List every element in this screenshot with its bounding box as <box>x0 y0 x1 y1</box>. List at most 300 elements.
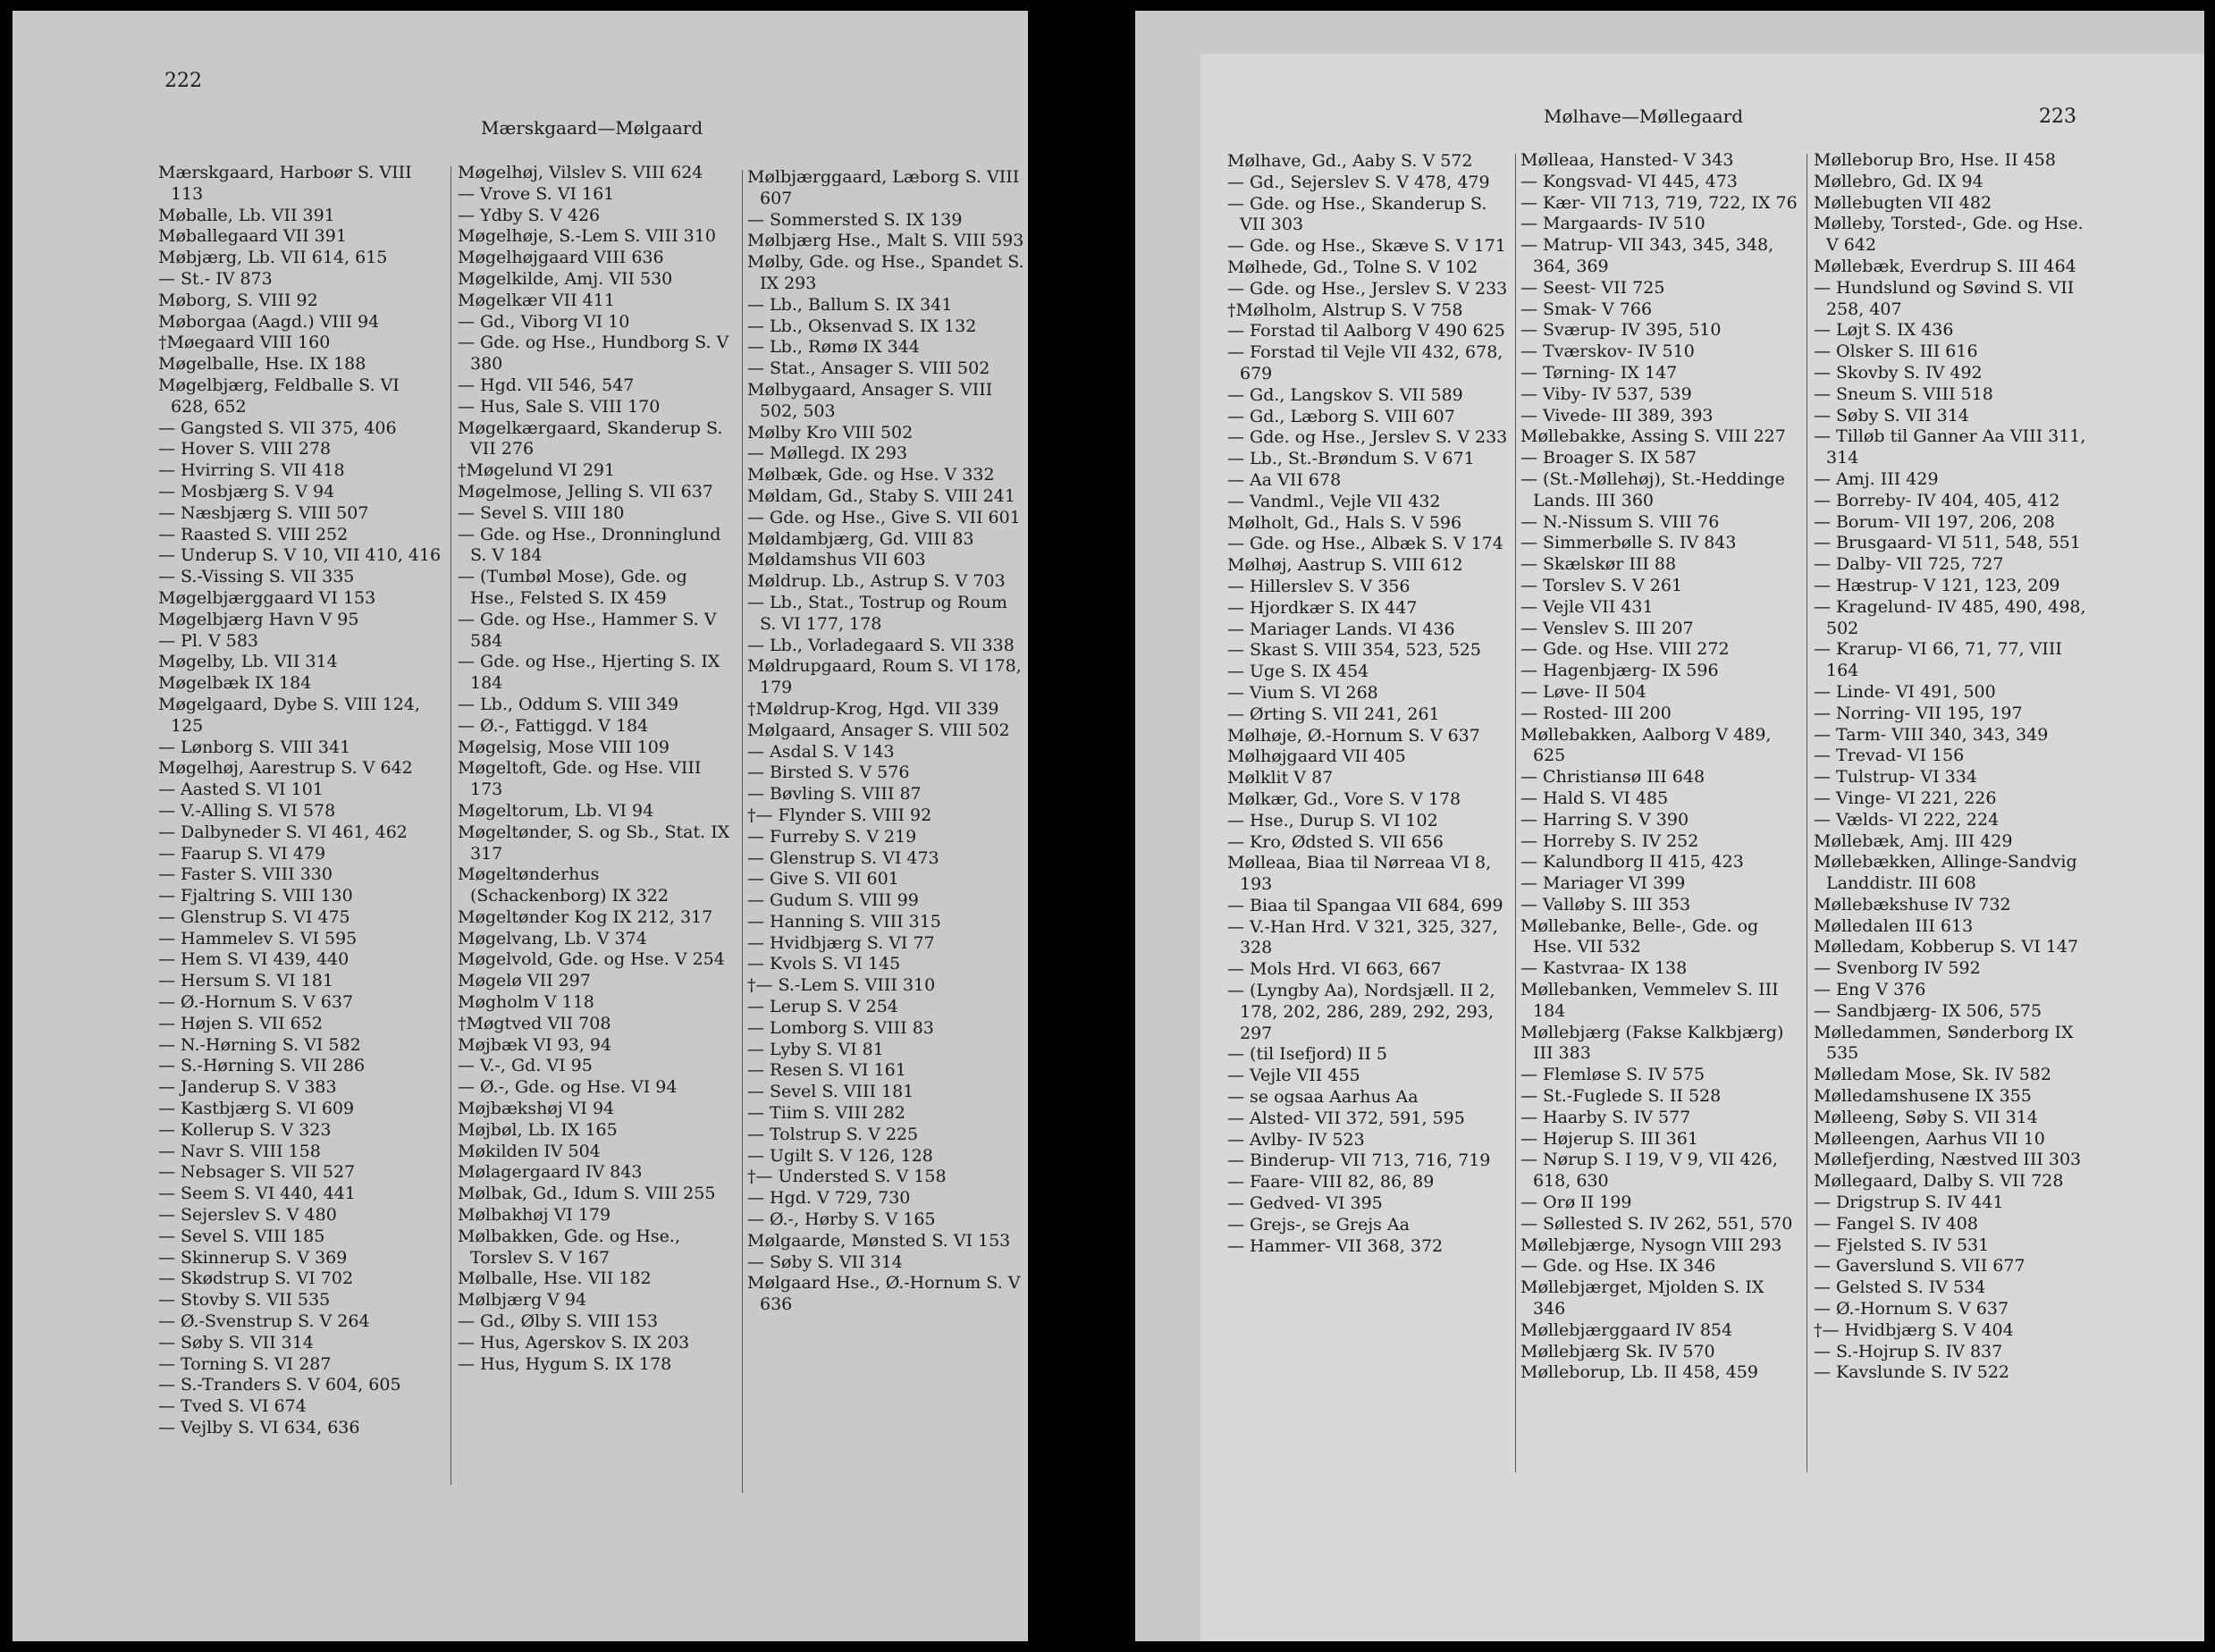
index-entry: — Amj. III 429 <box>1814 468 1939 489</box>
index-entry: Mølleby, Torsted-, Gde. og Hse. V 642 <box>1814 214 2084 256</box>
index-entry: — Torslev S. V 261 <box>1520 575 1683 595</box>
index-entry: — St.- IV 873 <box>158 268 273 289</box>
index-entry: Møllebækken, Allinge-Sandvig Landdistr. III 608 <box>1814 852 2077 894</box>
index-entry: — Glenstrup S. VI 473 <box>747 847 939 868</box>
index-entry: Mølagergaard IV 843 <box>458 1162 643 1183</box>
index-entry: — Løjt S. IX 436 <box>1814 320 1954 341</box>
index-entry: Mølholt, Gd., Hals S. V 596 <box>1227 512 1462 533</box>
index-entry: Møjbøl, Lb. IX 165 <box>458 1119 618 1140</box>
index-entry: — N.-Hørning S. VI 582 <box>158 1034 361 1055</box>
index-entry: Møllebjærg (Fakse Kalkbjærg) III 383 <box>1520 1022 1784 1064</box>
index-entry: Mølby, Gde. og Hse., Spandet S. IX 293 <box>747 252 1024 293</box>
index-entry: — Hæstrup- V 121, 123, 209 <box>1814 575 2060 595</box>
index-entry: Møllebjærge, Nysogn VIII 293 <box>1520 1235 1782 1255</box>
index-entry: — Svenborg IV 592 <box>1814 958 1981 979</box>
index-entry: — Lomborg S. VIII 83 <box>747 1017 934 1038</box>
index-entry: — Løve- II 504 <box>1520 681 1647 702</box>
index-entry: — Dalby- VII 725, 727 <box>1814 554 2004 575</box>
index-entry: — Højen S. VII 652 <box>158 1013 323 1033</box>
index-entry: — Hem S. VI 439, 440 <box>158 949 350 970</box>
index-entry: — Sneum S. VIII 518 <box>1814 384 1993 404</box>
index-entry: Mølhøjgaard VII 405 <box>1227 746 1406 767</box>
index-entry: — Borreby- IV 404, 405, 412 <box>1814 490 2060 510</box>
index-entry: — Ø.-Svenstrup S. V 264 <box>158 1311 370 1332</box>
index-entry: Møllebakke, Assing S. VIII 227 <box>1520 426 1786 447</box>
index-entry: — Vejlby S. VI 634, 636 <box>158 1418 360 1438</box>
index-entry: Mølballe, Hse. VII 182 <box>458 1268 652 1289</box>
index-entry: — Kro, Ødsted S. VII 656 <box>1227 831 1444 852</box>
index-entry: — Grejs-, se Grejs Aa <box>1227 1214 1410 1235</box>
index-entry: — Give S. VII 601 <box>747 869 899 889</box>
index-entry: — Smak- V 766 <box>1520 299 1653 319</box>
index-entry: — Skovby S. IV 492 <box>1814 362 1983 383</box>
index-entry: — Faarup S. VI 479 <box>158 843 326 864</box>
index-entry: — Faare- VIII 82, 86, 89 <box>1227 1172 1435 1193</box>
index-entry: — Skinnerup S. V 369 <box>158 1247 348 1268</box>
index-entry: — Valløby S. III 353 <box>1520 894 1691 914</box>
index-entry: — Hus, Sale S. VIII 170 <box>458 396 661 417</box>
index-entry: — Vium S. VI 268 <box>1227 682 1378 703</box>
index-entry: — Sommersted S. IX 139 <box>747 209 963 230</box>
index-entry: — Gedved- VI 395 <box>1227 1193 1383 1214</box>
index-entry: — Gde. og Hse., Hjerting S. IX 184 <box>458 652 720 694</box>
index-entry: — Tilløb til Ganner Aa VIII 311, 314 <box>1814 426 2086 468</box>
index-entry: — Harring S. V 390 <box>1520 809 1689 830</box>
index-entry: Mølleborup, Lb. II 458, 459 <box>1520 1362 1758 1383</box>
index-entry: — Gde. og Hse., Give S. VII 601 <box>747 507 1021 527</box>
index-entry: — Søby S. VII 314 <box>158 1332 314 1353</box>
index-entry: — Lerup S. V 254 <box>747 997 898 1017</box>
index-entry: — Fjelsted S. IV 531 <box>1814 1235 1990 1255</box>
index-entry: — Margaards- IV 510 <box>1520 214 1705 234</box>
index-entry: — Tiim S. VIII 282 <box>747 1103 905 1124</box>
index-entry: — Kvols S. VI 145 <box>747 954 901 974</box>
index-entry: Møborg, S. VIII 92 <box>158 290 318 310</box>
index-column <box>1227 151 1510 1257</box>
index-entry: — Glenstrup S. VI 475 <box>158 906 350 927</box>
left-page <box>13 11 1028 1641</box>
running-head: Mølhave—Møllegaard <box>1544 105 1744 127</box>
index-entry: — Tværskov- IV 510 <box>1520 341 1695 362</box>
index-entry: — Broager S. IX 587 <box>1520 448 1697 468</box>
index-entry: — Hanning S. VIII 315 <box>747 911 941 931</box>
index-entry: — Hammelev S. VI 595 <box>158 928 358 948</box>
index-entry: — Rosted- III 200 <box>1520 703 1672 723</box>
index-entry: — Navr S. VIII 158 <box>158 1141 321 1161</box>
index-entry: Møgelbæk IX 184 <box>158 673 312 694</box>
index-entry: Mølgaarde, Mønsted S. VI 153 <box>747 1230 1011 1251</box>
index-entry: — Søllested S. IV 262, 551, 570 <box>1520 1213 1793 1234</box>
index-entry: Møgeltorum, Lb. VI 94 <box>458 800 654 821</box>
index-entry: Møgeltoft, Gde. og Hse. VIII 173 <box>458 758 702 800</box>
index-entry: Møgelhøjgaard VIII 636 <box>458 248 664 268</box>
index-entry: — Kragelund- IV 485, 490, 498, 502 <box>1814 596 2086 638</box>
index-entry: Møgelhøje, S.-Lem S. VIII 310 <box>458 226 716 247</box>
index-entry: — Mariager VI 399 <box>1520 873 1686 894</box>
index-entry: Mølgaard, Ansager S. VIII 502 <box>747 720 1010 740</box>
index-entry: — Gaverslund S. VII 677 <box>1814 1256 2026 1277</box>
index-entry: — V.-, Gd. VI 95 <box>458 1056 593 1076</box>
index-entry: Møgelø VII 297 <box>458 971 591 991</box>
index-entry: — Hgd. V 729, 730 <box>747 1188 911 1209</box>
index-entry: Mølbak, Gd., Idum S. VIII 255 <box>458 1184 716 1204</box>
index-entry: — Gd., Langskov S. VII 589 <box>1227 384 1463 405</box>
index-entry: — Norring- VII 195, 197 <box>1814 703 2023 723</box>
index-entry: Møgelmose, Jelling S. VII 637 <box>458 481 713 502</box>
index-entry: Mølbæk, Gde. og Hse. V 332 <box>747 465 995 485</box>
index-entry: — Pl. V 583 <box>158 630 259 651</box>
index-entry: — Dalbyneder S. VI 461, 462 <box>158 822 408 842</box>
index-entry: — Matrup- VII 343, 345, 348, 364, 369 <box>1520 235 1774 276</box>
index-entry: — Tørning- IX 147 <box>1520 362 1678 383</box>
index-entry: — Søby S. VII 314 <box>747 1252 903 1272</box>
index-entry: Mølgaard Hse., Ø.-Hornum S. V 636 <box>747 1273 1021 1315</box>
index-entry: — Højerup S. III 361 <box>1520 1128 1698 1149</box>
index-entry: — Lb., Oksenvad S. IX 132 <box>747 316 977 336</box>
index-entry: Mølleaa, Hansted- V 343 <box>1520 150 1734 170</box>
index-entry: Møldrup. Lb., Astrup S. V 703 <box>747 571 1006 592</box>
index-entry: — Mosbjærg S. V 94 <box>158 481 335 502</box>
index-entry: — Lb., St.-Brøndum S. V 671 <box>1227 449 1475 469</box>
index-entry: Mølbjærggaard, Læborg S. VIII 607 <box>747 167 1020 208</box>
index-entry: — Gde. og Hse. VIII 272 <box>1520 639 1730 660</box>
index-entry: — Haarby S. IV 577 <box>1520 1107 1691 1127</box>
index-entry: — Gde. og Hse. IX 346 <box>1520 1256 1716 1277</box>
index-entry: Mølledam Mose, Sk. IV 582 <box>1814 1065 2051 1085</box>
index-entry: Møgelkærgaard, Skanderup S. VII 276 <box>458 417 723 459</box>
index-entry: Møgelkilde, Amj. VII 530 <box>458 268 673 289</box>
index-entry: — Trevad- VI 156 <box>1814 746 1965 766</box>
index-entry: Mølledammen, Sønderborg IX 535 <box>1814 1022 2074 1064</box>
index-entry: — V.-Han Hrd. V 321, 325, 327, 328 <box>1227 916 1498 958</box>
index-entry: Møllebæk, Amj. III 429 <box>1814 830 2013 851</box>
index-entry: — Ø.-Hornum S. V 637 <box>1814 1299 2009 1319</box>
index-entry: — Mols Hrd. VI 663, 667 <box>1227 959 1442 980</box>
index-entry: — Næsbjærg S. VIII 507 <box>158 502 369 523</box>
index-entry: — Vejle VII 455 <box>1227 1066 1360 1086</box>
index-entry: — Gudum S. VIII 99 <box>747 890 919 911</box>
index-entry: — Binderup- VII 713, 716, 719 <box>1227 1150 1491 1171</box>
index-entry: Møgelballe, Hse. IX 188 <box>158 354 366 375</box>
index-entry: — Vælds- VI 222, 224 <box>1814 809 2000 830</box>
index-entry: — Vinge- VI 221, 226 <box>1814 788 1997 808</box>
index-entry: — Fangel S. IV 408 <box>1814 1213 1978 1234</box>
index-entry: — Raasted S. VIII 252 <box>158 524 349 544</box>
index-entry: — Kær- VII 713, 719, 722, IX 76 <box>1520 192 1798 213</box>
index-entry: — Gde. og Hse., Skanderup S. VII 303 <box>1227 193 1487 235</box>
index-entry: — se ogsaa Aarhus Aa <box>1227 1087 1419 1108</box>
index-entry: — Hus, Hygum S. IX 178 <box>458 1353 672 1374</box>
index-entry: — Biaa til Spangaa VII 684, 699 <box>1227 895 1503 915</box>
index-entry: — Sevel S. VIII 181 <box>747 1082 914 1102</box>
index-entry: — V.-Alling S. VI 578 <box>158 800 336 821</box>
index-entry: — Forstad til Aalborg V 490 625 <box>1227 321 1505 341</box>
index-entry: — Kongsvad- VI 445, 473 <box>1520 171 1738 191</box>
index-column <box>458 163 733 1375</box>
index-entry: — Ørting S. VII 241, 261 <box>1227 704 1440 724</box>
index-entry: Møgelvang, Lb. V 374 <box>458 928 647 948</box>
index-entry: — Horreby S. IV 252 <box>1520 830 1699 851</box>
index-entry: — Tarm- VIII 340, 343, 349 <box>1814 724 2049 745</box>
index-entry: — Hersum S. VI 181 <box>158 971 333 991</box>
index-entry: — Møllegd. IX 293 <box>747 443 908 464</box>
index-entry: — Vivede- III 389, 393 <box>1520 405 1714 426</box>
index-entry: — Ø.-, Hørby S. V 165 <box>747 1210 936 1230</box>
index-entry: — Underup S. V 10, VII 410, 416 <box>158 545 442 566</box>
index-entry: Mølklit V 87 <box>1227 768 1334 788</box>
index-entry: — Gde. og Hse., Hundborg S. V 380 <box>458 333 729 375</box>
index-entry: — Vejle VII 431 <box>1520 596 1654 617</box>
index-entry: — Alsted- VII 372, 591, 595 <box>1227 1108 1465 1128</box>
index-entry: Møgeltønder, S. og Sb., Stat. IX 317 <box>458 822 730 864</box>
index-entry: — Vrove S. VI 161 <box>458 183 615 204</box>
index-entry: — Ugilt S. V 126, 128 <box>747 1145 933 1166</box>
index-entry: Møllegaard, Dalby S. VII 728 <box>1814 1171 2064 1192</box>
index-entry: — Venslev S. III 207 <box>1520 618 1694 638</box>
index-entry: — Resen S. VI 161 <box>747 1060 906 1081</box>
index-entry: — Lb., Rømø IX 344 <box>747 337 920 358</box>
index-entry: — Bøvling S. VIII 87 <box>747 784 922 805</box>
index-entry: — Gde. og Hse., Jerslev S. V 233 <box>1227 427 1508 448</box>
index-entry: — Lb., Oddum S. VIII 349 <box>458 694 679 714</box>
index-entry: — Hvirring S. VII 418 <box>158 460 345 481</box>
index-entry: — Gde. og Hse., Jerslev S. V 233 <box>1227 278 1508 299</box>
index-entry: — Hjordkær S. IX 447 <box>1227 597 1418 618</box>
index-entry: Møldrupgaard, Roum S. VI 178, 179 <box>747 656 1022 698</box>
index-entry: Mølhøj, Aastrup S. VIII 612 <box>1227 555 1463 576</box>
index-column <box>1520 150 1799 1384</box>
index-entry: Møbjærg, Lb. VII 614, 615 <box>158 248 388 268</box>
index-entry: — Nebsager S. VII 527 <box>158 1162 356 1183</box>
index-entry: Mølhøje, Ø.-Hornum S. V 637 <box>1227 725 1480 746</box>
index-entry: — Tolstrup S. V 225 <box>747 1124 919 1144</box>
index-entry: Møballegaard VII 391 <box>158 226 347 247</box>
index-column <box>1814 150 2098 1384</box>
index-entry: Møllebjærggaard IV 854 <box>1520 1319 1733 1340</box>
index-entry: — Fjaltring S. VIII 130 <box>158 886 353 906</box>
index-entry: — Ø.-Hornum S. V 637 <box>158 992 354 1013</box>
index-entry: — Skødstrup S. VI 702 <box>158 1268 354 1289</box>
index-entry: Mølledam, Kobberup S. VI 147 <box>1814 937 2079 957</box>
index-entry: — Gde. og Hse., Skæve S. V 171 <box>1227 236 1506 257</box>
index-entry: — Flemløse S. IV 575 <box>1520 1065 1705 1085</box>
index-entry: — Hvidbjærg S. VI 77 <box>747 932 935 953</box>
index-entry: — Forstad til Vejle VII 432, 678, 679 <box>1227 342 1503 384</box>
index-entry: Møldamshus VII 603 <box>747 550 926 570</box>
index-entry: †Møldrup-Krog, Hgd. VII 339 <box>747 698 999 719</box>
index-entry: Møllebakken, Aalborg V 489, 625 <box>1520 724 1772 766</box>
index-entry: Møllebro, Gd. IX 94 <box>1814 171 1983 191</box>
index-entry: Møjbækshøj VI 94 <box>458 1099 615 1119</box>
index-entry: Møgelhøj, Aarestrup S. V 642 <box>158 758 413 779</box>
right-page <box>1135 11 2204 1641</box>
index-entry: — Gd., Læborg S. VIII 607 <box>1227 406 1455 426</box>
index-entry: — Sejerslev S. V 480 <box>158 1205 337 1226</box>
index-entry: †— Hvidbjærg S. V 404 <box>1814 1319 2014 1340</box>
index-entry: Møgelkær VII 411 <box>458 290 615 310</box>
index-entry: — Eng V 376 <box>1814 980 1926 1000</box>
index-entry: — Seem S. VI 440, 441 <box>158 1184 356 1204</box>
index-entry: Mølbjærg Hse., Malt S. VIII 593 <box>747 231 1024 251</box>
index-entry: Møgelgaard, Dybe S. VIII 124, 125 <box>158 694 420 736</box>
index-entry: — (Tumbøl Mose), Gde. og Hse., Felsted S. IX 459 <box>458 567 687 608</box>
index-entry: Møldambjærg, Gd. VIII 83 <box>747 528 974 549</box>
index-entry: — S.-Hørning S. VII 286 <box>158 1056 366 1076</box>
index-entry: — Ø.-, Fattiggd. V 184 <box>458 715 649 736</box>
index-entry: — Kastbjærg S. VI 609 <box>158 1099 355 1119</box>
page-number: 223 <box>2039 105 2076 128</box>
index-entry: — Lb., Stat., Tostrup og Roum S. VI 177, 178 <box>747 592 1007 634</box>
index-entry: — Gde. og Hse., Albæk S. V 174 <box>1227 534 1503 554</box>
index-entry: — Orø II 199 <box>1520 1193 1632 1213</box>
index-entry: — (St.-Møllehøj), St.-Heddinge Lands. III 360 <box>1520 468 1785 510</box>
index-entry: — Christiansø III 648 <box>1520 767 1705 788</box>
index-entry: Mølby Kro VIII 502 <box>747 422 914 442</box>
index-entry: — Faster S. VIII 330 <box>158 864 333 885</box>
index-entry: †Møgelund VI 291 <box>458 460 616 481</box>
index-entry: — Avlby- IV 523 <box>1227 1129 1365 1150</box>
index-entry: Mærskgaard, Harboør S. VIII 113 <box>158 163 412 204</box>
index-entry: Møllebækshuse IV 732 <box>1814 894 2011 914</box>
index-entry: — Uge S. IX 454 <box>1227 662 1369 682</box>
index-entry: †Møegaard VIII 160 <box>158 333 331 353</box>
index-entry: — Hgd. VII 546, 547 <box>458 375 635 395</box>
index-entry: — Lønborg S. VIII 341 <box>158 737 351 757</box>
index-entry: — Tved S. VI 674 <box>158 1396 307 1417</box>
index-entry: — Aasted S. VI 101 <box>158 780 324 800</box>
index-entry: — Borum- VII 197, 206, 208 <box>1814 511 2055 532</box>
index-entry: — Torning S. VI 287 <box>158 1353 332 1374</box>
index-entry: — Hald S. VI 485 <box>1520 788 1669 808</box>
index-entry: — Skast S. VIII 354, 523, 525 <box>1227 640 1481 661</box>
index-entry: — Olsker S. III 616 <box>1814 341 1978 362</box>
index-entry: Møllebanken, Vemmelev S. III 184 <box>1520 980 1779 1021</box>
column-divider <box>742 170 743 1493</box>
index-entry: Mølbakken, Gde. og Hse., Torslev S. V 167 <box>458 1226 680 1268</box>
index-entry: Møgelhøj, Vilslev S. VIII 624 <box>458 163 703 182</box>
index-entry: Mølbygaard, Ansager S. VIII 502, 503 <box>747 379 993 421</box>
index-entry: — Janderup S. V 383 <box>158 1077 337 1098</box>
index-entry: — Gangsted S. VII 375, 406 <box>158 417 397 438</box>
index-entry: — Ydby S. V 426 <box>458 205 601 225</box>
index-entry: — Aa VII 678 <box>1227 469 1342 490</box>
index-entry: Møgholm V 118 <box>458 992 594 1013</box>
index-entry: Mølledalen III 613 <box>1814 915 1974 936</box>
index-entry: †Møgtved VII 708 <box>458 1013 611 1033</box>
index-entry: — Gde. og Hse., Hammer S. V 584 <box>458 609 717 651</box>
index-entry: Mølkær, Gd., Vore S. V 178 <box>1227 788 1461 809</box>
column-divider <box>1515 154 1516 1472</box>
index-entry: Møgelsig, Mose VIII 109 <box>458 737 670 757</box>
index-entry: — Gde. og Hse., Dronninglund S. V 184 <box>458 524 721 566</box>
index-column <box>158 163 442 1439</box>
index-entry: Mølleborup Bro, Hse. II 458 <box>1814 150 2056 170</box>
index-entry: Møllebjærget, Mjolden S. IX 346 <box>1520 1277 1764 1319</box>
index-entry: Mølbjærg V 94 <box>458 1290 587 1311</box>
index-entry: Møkilden IV 504 <box>458 1141 601 1161</box>
index-entry: Møgeltønderhus (Schackenborg) IX 322 <box>458 864 669 906</box>
index-entry: — Furreby S. V 219 <box>747 826 917 847</box>
index-entry: Møgelbjærggaard VI 153 <box>158 587 376 608</box>
index-entry: — N.-Nissum S. VIII 76 <box>1520 511 1720 532</box>
index-entry: — Kollerup S. V 323 <box>158 1119 332 1140</box>
index-entry: — Hus, Agerskov S. IX 203 <box>458 1332 690 1353</box>
index-entry: — Seest- VII 725 <box>1520 277 1665 298</box>
index-entry: — S.-Tranders S. V 604, 605 <box>158 1375 401 1395</box>
index-entry: — Lb., Vorladegaard S. VII 338 <box>747 635 1015 655</box>
index-entry: Mølleengen, Aarhus VII 10 <box>1814 1128 2045 1149</box>
index-entry: — Hammer- VII 368, 372 <box>1227 1235 1444 1256</box>
index-entry: — Stovby S. VII 535 <box>158 1290 331 1311</box>
index-entry: — Krarup- VI 66, 71, 77, VIII 164 <box>1814 639 2062 681</box>
index-entry: — Hagenbjærg- IX 596 <box>1520 661 1719 681</box>
index-entry: †Mølholm, Alstrup S. V 758 <box>1227 299 1463 320</box>
index-entry: Møllebanke, Belle-, Gde. og Hse. VII 532 <box>1520 915 1759 957</box>
index-entry: — Gd., Sejerslev S. V 478, 479 <box>1227 172 1490 192</box>
running-head: Mærskgaard—Mølgaard <box>481 117 703 139</box>
index-entry: — S.-Hojrup S. IV 837 <box>1814 1341 2003 1361</box>
index-entry: Møgelvold, Gde. og Hse. V 254 <box>458 949 725 970</box>
index-entry: †— Understed S. V 158 <box>747 1167 947 1187</box>
index-entry: — Sevel S. VIII 180 <box>458 502 625 523</box>
index-entry: — S.-Vissing S. VII 335 <box>158 567 355 587</box>
index-entry: — Brusgaard- VI 511, 548, 551 <box>1814 533 2081 553</box>
index-entry: — (til Isefjord) II 5 <box>1227 1044 1387 1065</box>
index-entry: — Ø.-, Gde. og Hse. VI 94 <box>458 1077 678 1098</box>
index-entry: Mølhave, Gd., Aaby S. V 572 <box>1227 151 1473 171</box>
index-entry: — Lb., Ballum S. IX 341 <box>747 294 953 315</box>
index-entry: Mølleeng, Søby S. VII 314 <box>1814 1107 2038 1127</box>
index-entry: — Gd., Ølby S. VIII 153 <box>458 1311 659 1332</box>
index-entry: — Sevel S. VIII 185 <box>158 1226 325 1246</box>
page-number: 222 <box>164 70 202 92</box>
index-entry: — Mariager Lands. VI 436 <box>1227 619 1455 639</box>
index-entry: — Linde- VI 491, 500 <box>1814 681 1996 702</box>
index-entry: — Søby S. VII 314 <box>1814 405 1969 426</box>
index-entry: Møgelby, Lb. VII 314 <box>158 652 338 672</box>
index-entry: Møgelbjærg Havn V 95 <box>158 609 359 629</box>
index-entry: Mølleaa, Biaa til Nørreaa VI 8, 193 <box>1227 853 1492 895</box>
index-entry: — Kalundborg II 415, 423 <box>1520 852 1744 872</box>
index-entry: Møllefjerding, Næstved III 303 <box>1814 1150 2082 1170</box>
index-entry: — Gd., Viborg VI 10 <box>458 311 630 332</box>
index-entry: — Skælskør III 88 <box>1520 554 1677 575</box>
index-column <box>747 167 1026 1316</box>
index-entry: Møldam, Gd., Staby S. VIII 241 <box>747 485 1015 506</box>
index-entry: — Vandml., Vejle VII 432 <box>1227 491 1441 511</box>
index-entry: Møgelbjærg, Feldballe S. VI 628, 652 <box>158 375 400 417</box>
index-entry: — Hundslund og Søvind S. VII 258, 407 <box>1814 277 2075 319</box>
index-entry: — Asdal S. V 143 <box>747 741 895 762</box>
index-entry: Møllebjærg Sk. IV 570 <box>1520 1341 1715 1361</box>
index-entry: — (Lyngby Aa), Nordsjæll. II 2, 178, 202, 286, 289, 292, 293, 297 <box>1227 981 1495 1043</box>
index-entry: — Sandbjærg- IX 506, 575 <box>1814 1000 2042 1021</box>
index-entry: Møborgaa (Aagd.) VIII 94 <box>158 311 380 332</box>
index-entry: — Nørup S. I 19, V 9, VII 426, 618, 630 <box>1520 1150 1778 1192</box>
index-entry: — Kavslunde S. IV 522 <box>1814 1362 2009 1383</box>
index-entry: Mølbakhøj VI 179 <box>458 1205 611 1226</box>
index-entry: — Drigstrup S. IV 441 <box>1814 1193 2004 1213</box>
index-entry: Møballe, Lb. VII 391 <box>158 205 335 225</box>
page-paper <box>1200 54 2204 1641</box>
index-entry: — Hse., Durup S. VI 102 <box>1227 810 1438 830</box>
index-entry: — Stat., Ansager S. VIII 502 <box>747 358 990 379</box>
index-entry: Mølledamshusene IX 355 <box>1814 1086 2032 1107</box>
index-entry: Møgeltønder Kog IX 212, 317 <box>458 906 713 927</box>
index-entry: — Hillerslev S. V 356 <box>1227 576 1411 596</box>
index-entry: — Sværup- IV 395, 510 <box>1520 320 1722 341</box>
index-entry: — Lyby S. VI 81 <box>747 1039 884 1059</box>
